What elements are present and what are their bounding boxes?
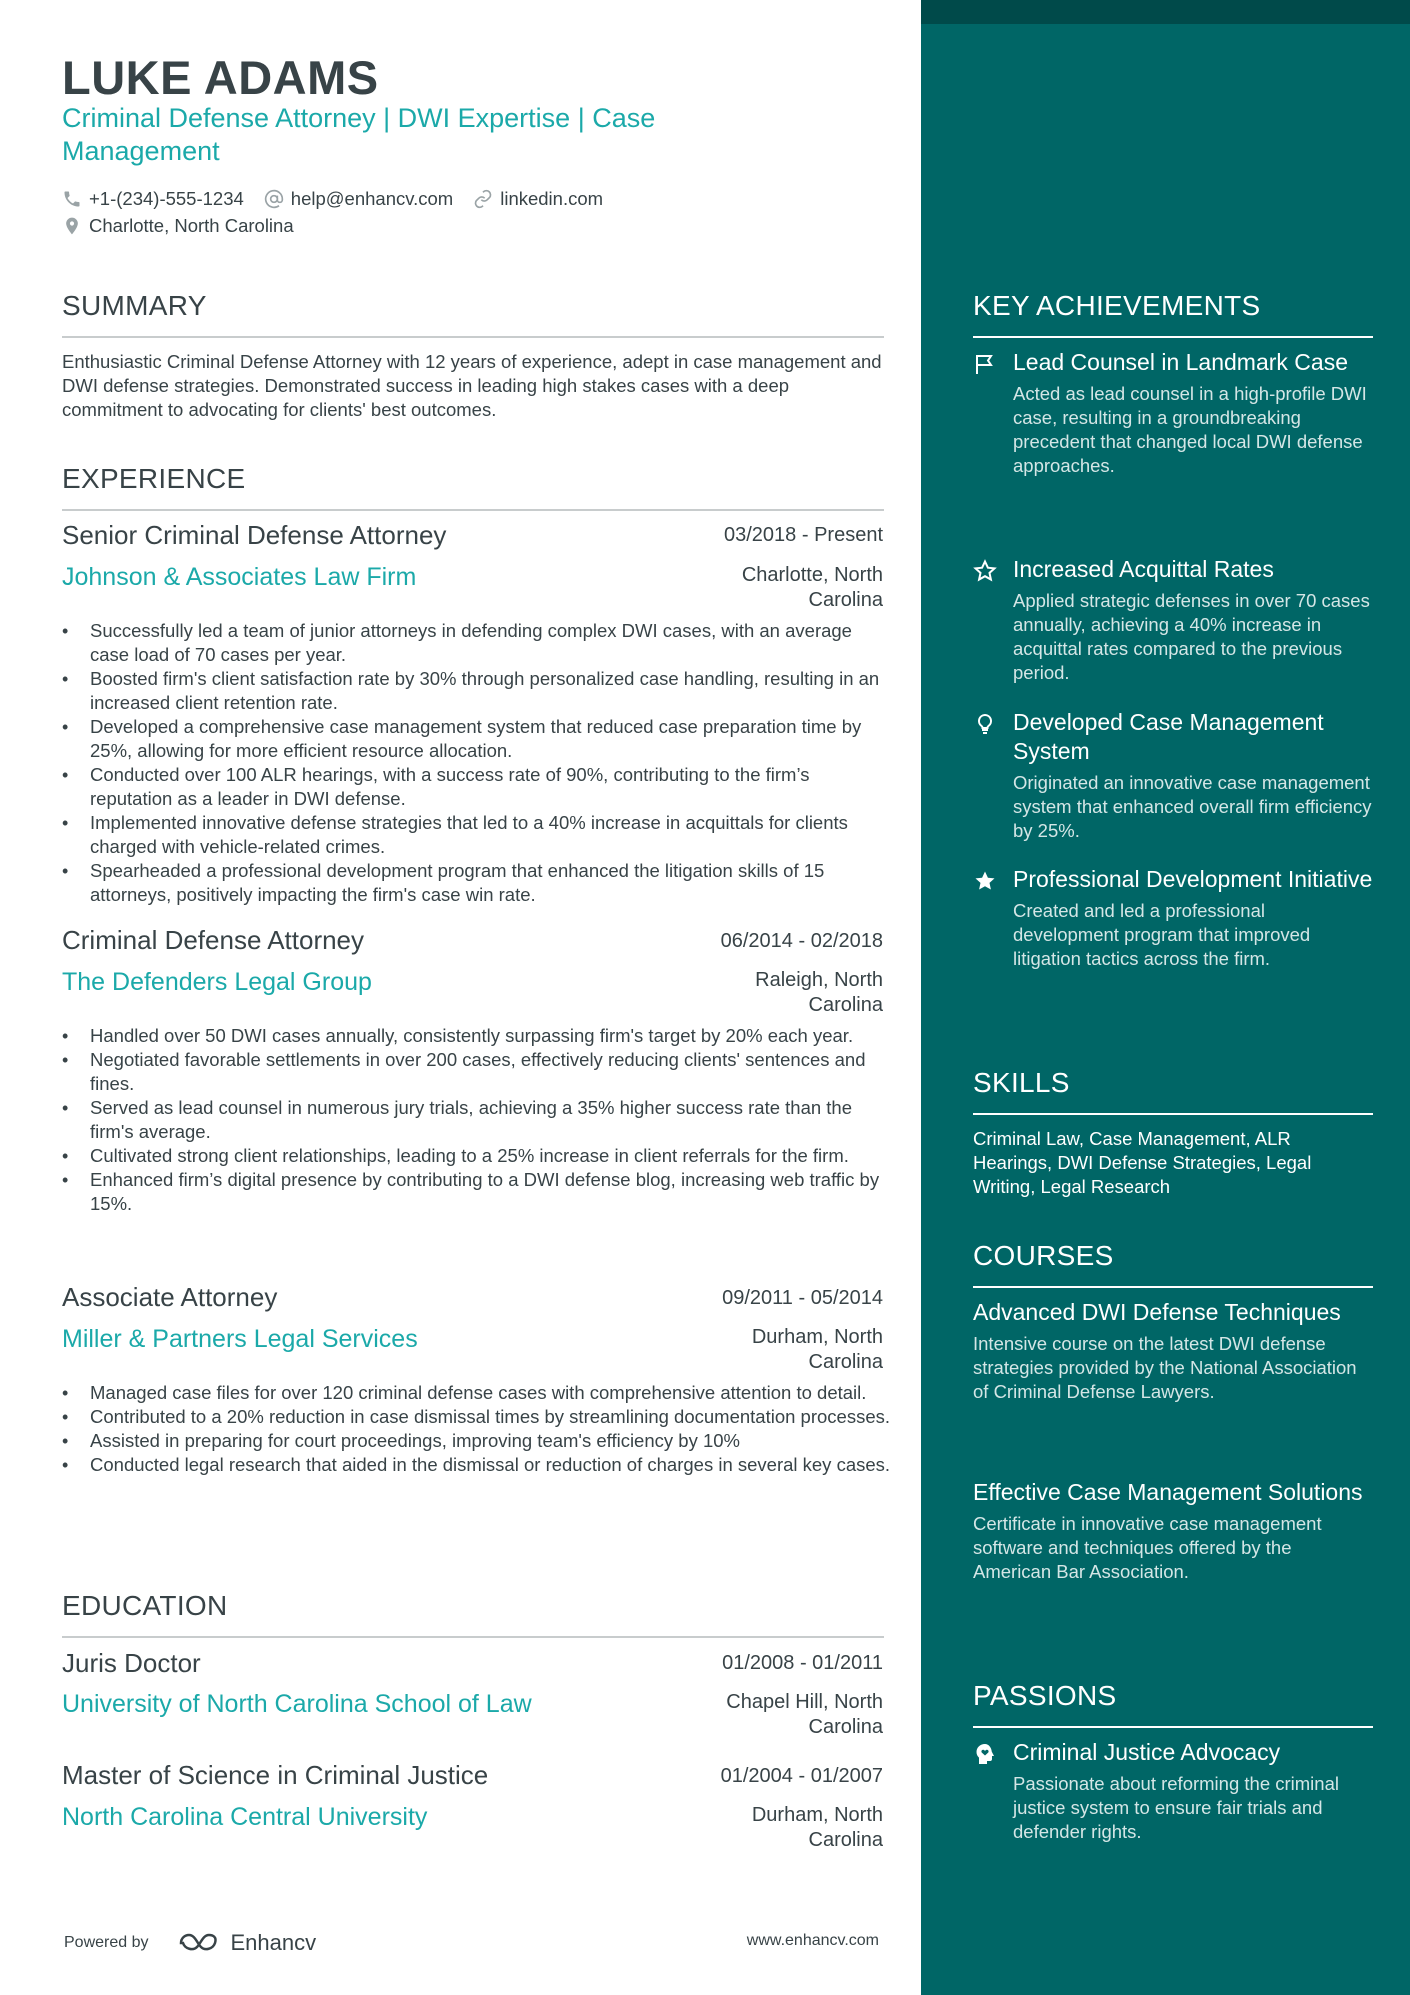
school-name: University of North Carolina School of Law — [62, 1690, 532, 1718]
school-name: North Carolina Central University — [62, 1803, 428, 1831]
sidebar-top-bar — [921, 0, 1410, 24]
achievement-desc: Originated an innovative case management system that enhanced overall firm efficiency by 25%. — [1013, 772, 1372, 841]
bullet-item: • Spearheaded a professional development program that enhanced the litigation skills of 15 attorneys, positively impacting the firm's case win rate. — [62, 859, 892, 907]
job-title: Associate Attorney — [62, 1282, 278, 1312]
school-location: Durham, North Carolina — [751, 1804, 883, 1851]
email-text: help@enhancv.com — [290, 187, 454, 209]
passions-divider — [973, 1726, 1373, 1728]
bullet-item: • Enhanced firm’s digital presence by contributing to a DWI defense blog, increasing web traffic by 15%. — [62, 1168, 892, 1216]
job-dates: 09/2011 - 05/2014 — [722, 1287, 883, 1309]
job-dates: 03/2018 - Present — [724, 524, 883, 546]
at-sign-icon — [264, 189, 284, 209]
powered-by-label: Powered by — [64, 1934, 149, 1951]
phone-icon — [62, 189, 82, 209]
lightbulb-icon — [973, 712, 997, 736]
experience-heading: EXPERIENCE — [62, 463, 246, 494]
courses-divider — [973, 1286, 1373, 1288]
passions-heading: PASSIONS — [973, 1680, 1117, 1711]
achievements-heading: KEY ACHIEVEMENTS — [973, 290, 1261, 321]
course-desc: Intensive course on the latest DWI defense strategies provided by the National Association of Criminal Defense Lawyers. — [973, 1333, 1357, 1402]
contact-info — [62, 185, 882, 239]
achievement-title: Professional Development Initiative — [1013, 866, 1373, 892]
bullet-item: • Successfully led a team of junior attorneys in defending complex DWI cases, with an average case load of 70 cases per year. — [62, 619, 892, 667]
achievement-title: Increased Acquittal Rates — [1013, 556, 1274, 582]
degree-dates: 01/2004 - 01/2007 — [720, 1765, 883, 1787]
enhancv-logo-icon — [177, 1931, 221, 1955]
bullet-item: • Boosted firm's client satisfaction rate by 30% through personalized case handling, resulting in an increased client retention rate. — [62, 667, 892, 715]
link-icon — [473, 189, 493, 209]
job-bullets — [62, 1024, 892, 1216]
achievement-desc: Created and led a professional development program that improved litigation tactics across the firm. — [1013, 900, 1311, 969]
bullet-item: • Cultivated strong client relationships, leading to a 25% increase in client referrals for the firm. — [62, 1144, 892, 1168]
achievement-item — [973, 348, 1373, 478]
bullet-item: • Developed a comprehensive case management system that reduced case preparation time by 25%, allowing for more efficient resource allocation. — [62, 715, 892, 763]
linkedin-contact[interactable] — [473, 188, 603, 210]
achievement-item — [973, 555, 1373, 685]
enhancv-logo-text: Enhancv — [230, 1930, 317, 1955]
bullet-item: • Handled over 50 DWI cases annually, consistently surpassing firm's target by 20% each year. — [62, 1024, 892, 1048]
job-location: Durham, North Carolina — [751, 1326, 883, 1373]
bullet-item: • Managed case files for over 120 criminal defense cases with comprehensive attention to detail. — [62, 1381, 892, 1405]
skills-heading: SKILLS — [973, 1067, 1070, 1098]
school-location: Chapel Hill, North Carolina — [726, 1691, 883, 1738]
courses-heading: COURSES — [973, 1240, 1114, 1271]
skills-text: Criminal Law, Case Management, ALR Hearings, DWI Defense Strategies, Legal Writing, Legal Research — [973, 1128, 1312, 1197]
job-dates: 06/2014 - 02/2018 — [720, 930, 883, 952]
bullet-item: • Conducted over 100 ALR hearings, with a success rate of 90%, contributing to the firm’s reputation as a leader in DWI defense. — [62, 763, 892, 811]
phone-contact[interactable] — [62, 188, 244, 210]
footer-url[interactable]: www.enhancv.com — [746, 1932, 879, 1949]
candidate-headline: Criminal Defense Attorney | DWI Expertise | Case Management — [62, 103, 656, 166]
job-company: The Defenders Legal Group — [62, 968, 372, 996]
passion-title: Criminal Justice Advocacy — [1013, 1739, 1281, 1765]
bullet-item: • Assisted in preparing for court proceedings, improving team's efficiency by 10% — [62, 1429, 892, 1453]
job-bullets — [62, 619, 892, 907]
job-company: Miller & Partners Legal Services — [62, 1325, 418, 1353]
achievements-divider — [973, 336, 1373, 338]
flag-icon — [973, 352, 997, 376]
passion-item — [973, 1738, 1373, 1844]
course-desc: Certificate in innovative case management software and techniques offered by the American Bar Association. — [973, 1513, 1322, 1582]
degree-dates: 01/2008 - 01/2011 — [722, 1652, 883, 1674]
email-contact[interactable] — [264, 188, 453, 210]
passion-desc: Passionate about reforming the criminal justice system to ensure fair trials and defender rights. — [1013, 1773, 1339, 1842]
course-title: Effective Case Management Solutions — [973, 1479, 1363, 1505]
location-contact — [62, 215, 294, 237]
degree-title: Juris Doctor — [62, 1648, 201, 1678]
linkedin-text: linkedin.com — [500, 187, 604, 209]
job-title: Criminal Defense Attorney — [62, 925, 365, 955]
bullet-item: • Served as lead counsel in numerous jury trials, achieving a 35% higher success rate than the firm's average. — [62, 1096, 892, 1144]
summary-heading: SUMMARY — [62, 290, 207, 321]
candidate-name: LUKE ADAMS — [62, 51, 379, 104]
achievement-item — [973, 708, 1373, 843]
bullet-item: • Negotiated favorable settlements in over 200 cases, effectively reducing clients' sentences and fines. — [62, 1048, 892, 1096]
job-bullets — [62, 1381, 892, 1477]
education-divider — [62, 1636, 884, 1638]
achievement-desc: Acted as lead counsel in a high-profile DWI case, resulting in a groundbreaking precedent that changed local DWI defense approaches. — [1013, 383, 1367, 476]
phone-text: +1-(234)-555-1234 — [89, 187, 244, 209]
enhancv-logo[interactable] — [177, 1930, 317, 1956]
job-location: Raleigh, North Carolina — [755, 969, 883, 1016]
summary-text: Enthusiastic Criminal Defense Attorney with 12 years of experience, adept in case management and DWI defense strategies. Demonstrated success in leading high stakes cases with a deep commitment to advocating for clients' best outcomes. — [62, 351, 882, 420]
course-title: Advanced DWI Defense Techniques — [973, 1299, 1341, 1325]
achievement-desc: Applied strategic defenses in over 70 cases annually, achieving a 40% increase in acquittal rates compared to the previous period. — [1013, 590, 1370, 683]
achievement-title: Developed Case Management System — [1013, 709, 1324, 764]
bullet-item: • Contributed to a 20% reduction in case dismissal times by streamlining documentation processes. — [62, 1405, 892, 1429]
job-title: Senior Criminal Defense Attorney — [62, 520, 447, 550]
location-text: Charlotte, North Carolina — [89, 214, 294, 236]
achievement-item — [973, 865, 1373, 971]
sidebar — [921, 0, 1410, 1995]
bullet-item: • Implemented innovative defense strategies that led to a 40% increase in acquittals for clients charged with vehicle-related crimes. — [62, 811, 892, 859]
degree-title: Master of Science in Criminal Justice — [62, 1760, 489, 1790]
skills-divider — [973, 1113, 1373, 1115]
location-pin-icon — [62, 216, 82, 236]
head-heart-icon — [973, 1742, 997, 1766]
course-item — [973, 1298, 1373, 1404]
job-location: Charlotte, North Carolina — [741, 564, 883, 611]
footer-branding — [64, 1930, 316, 1956]
job-company: Johnson & Associates Law Firm — [62, 563, 417, 591]
course-item — [973, 1478, 1373, 1584]
summary-divider — [62, 336, 884, 338]
star-filled-icon — [973, 869, 997, 893]
experience-divider — [62, 509, 884, 511]
education-heading: EDUCATION — [62, 1590, 228, 1621]
star-outline-icon — [973, 559, 997, 583]
bullet-item: • Conducted legal research that aided in the dismissal or reduction of charges in several key cases. — [62, 1453, 892, 1477]
achievement-title: Lead Counsel in Landmark Case — [1013, 349, 1348, 375]
